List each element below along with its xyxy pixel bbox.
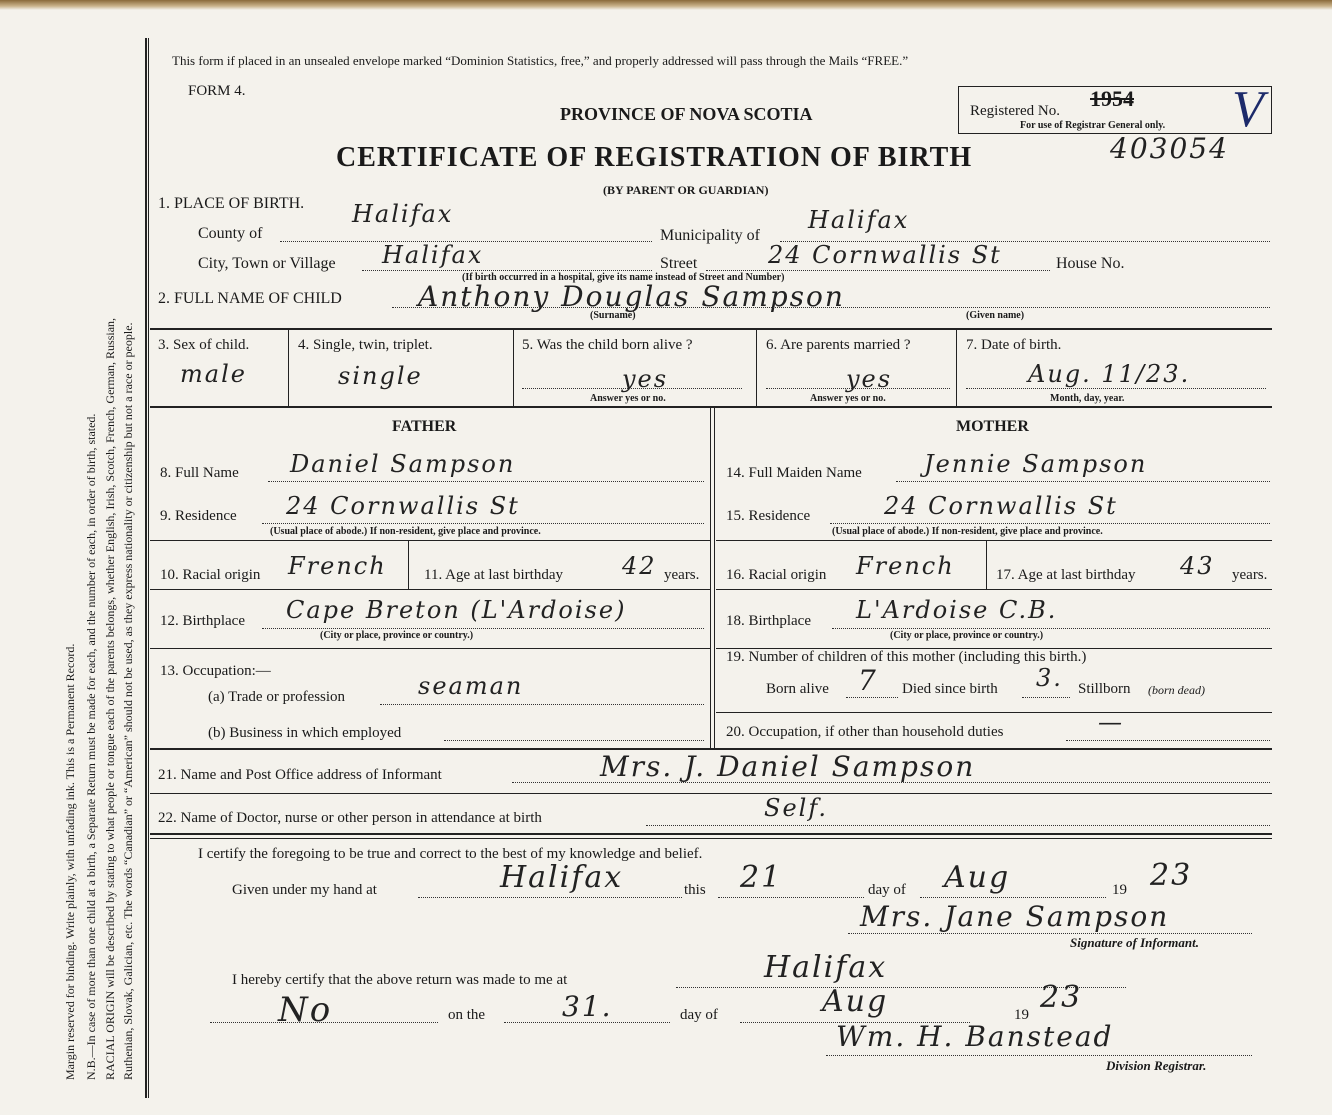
occupation-label: 13. Occupation:— [160,663,271,679]
hospital-note: (If birth occurred in a hospital, give its name instead of Street and Number) [462,272,785,283]
father-divider-3 [150,648,710,649]
date-of-birth-line [966,388,1266,389]
registrar-day-value: 31. [562,990,613,1023]
municipality-value: Halifax [808,206,910,234]
day-of-label: day of [868,882,906,898]
mother-residence-line [830,523,1270,524]
form-left-border-inner [148,38,149,1098]
mother-occupation-line [1066,740,1270,741]
city-label: City, Town or Village [198,255,336,272]
business-label: (b) Business in which employed [208,725,402,741]
certificate-subtitle: (BY PARENT OR GUARDIAN) [603,183,769,197]
born-alive-count-label: Born alive [766,681,829,697]
father-residence-label: 9. Residence [160,508,237,524]
province-heading: PROVINCE OF NOVA SCOTIA [560,104,813,124]
father-age-label: 11. Age at last birthday [424,567,563,583]
given-label: Given under my hand at [232,882,377,898]
sex-label: 3. Sex of child. [158,337,250,353]
row3-sep-4 [956,330,957,406]
born-alive-label: 5. Was the child born alive ? [522,337,693,353]
father-race-label: 10. Racial origin [160,567,261,583]
mother-race-sep [986,541,987,589]
father-residence-value: 24 Cornwallis St [286,492,520,520]
registrar-year-value: 23 [1040,980,1083,1015]
registrar-signature-line [826,1055,1252,1056]
certificate-title: CERTIFICATE OF REGISTRATION OF BIRTH [336,142,973,173]
father-name-value: Daniel Sampson [290,450,516,478]
sidebar-note-2: N.B.—In case of more than one child at a birth, a Separate Return must be made for each, and the number of each, in order of birth, stated. [84,413,98,1080]
mother-race-label: 16. Racial origin [726,567,827,583]
divider-4 [150,793,1272,794]
parents-married-label: 6. Are parents married ? [766,337,911,353]
child-name-label: 2. FULL NAME OF CHILD [158,290,342,307]
mother-birthplace-label: 18. Birthplace [726,613,811,629]
municipality-label: Municipality of [660,227,760,244]
mother-divider-2 [716,589,1272,590]
sex-value: male [180,360,247,388]
mother-years-label: years. [1232,567,1268,583]
given-month-value: Aug [944,860,1011,895]
sidebar-note-4: Ruthenian, Slovak, Galician, etc. The words “Canadian” or “American” should not be used, as they express nationality or citizenship but not a race or people. [121,322,135,1080]
handwritten-number: 403054 [1110,132,1229,165]
registrar-no-value: No [278,990,333,1030]
paper-top-edge [0,0,1332,10]
informant-signature: Mrs. Jane Sampson [860,900,1170,933]
registrar-year-prefix: 19 [1014,1007,1029,1023]
informant-value: Mrs. J. Daniel Sampson [600,750,976,783]
on-the-label: on the [448,1007,486,1023]
registrar-day-line [504,1022,670,1023]
father-birthplace-label: 12. Birthplace [160,613,245,629]
divider-5a [150,833,1272,835]
year-prefix: 19 [1112,882,1127,898]
mother-occupation-value: — [1098,708,1124,736]
sidebar-note-1: Margin reserved for binding. Write plainly, with unfading ink. This is a Permanent Record. [63,643,77,1080]
doctor-label: 22. Name of Doctor, nurse or other person in attendance at birth [158,810,542,826]
given-place-line [418,897,682,898]
born-alive-value: yes [622,365,669,393]
father-birthplace-value: Cape Breton (L'Ardoise) [286,596,627,624]
divider-5b [150,838,1272,839]
informant-signature-label: Signature of Informant. [1070,935,1199,950]
row3-sep-3 [756,330,757,406]
center-divider-b [714,408,715,748]
father-name-line [268,481,704,482]
row3-sep-1 [288,330,289,406]
doctor-value: Self. [764,794,828,822]
mother-residence-value: 24 Cornwallis St [884,492,1118,520]
street-label: Street [660,255,698,272]
business-line [444,740,704,741]
child-name-value: Anthony Douglas Sampson [418,280,845,313]
given-day-line [718,897,864,898]
trade-label: (a) Trade or profession [208,689,346,705]
died-since-birth-value: 3. [1036,664,1063,692]
father-divider-1 [150,540,710,541]
street-value: 24 Cornwallis St [768,241,1002,269]
parents-married-note: Answer yes or no. [810,393,886,404]
died-since-birth-label: Died since birth [902,681,998,697]
stillborn-label: Stillborn [1078,681,1131,697]
died-since-birth-line [1022,697,1070,698]
county-label: County of [198,225,263,242]
registrar-month-value: Aug [822,984,889,1019]
father-residence-line [262,523,704,524]
divider-1 [150,328,1272,330]
mother-city-note: (City or place, province or country.) [890,630,1044,641]
date-of-birth-label: 7. Date of birth. [966,337,1062,353]
city-value: Halifax [382,241,484,269]
surname-label: (Surname) [590,310,636,321]
registered-number: 1954 [1090,86,1134,111]
this-label: this [684,882,706,898]
top-note: This form if placed in an unsealed envelope marked “Dominion Statistics, free,” and properly addressed will pass through the Mails “FREE.” [172,53,909,68]
center-divider-a [710,408,711,748]
informant-signature-line [848,933,1252,934]
father-city-note: (City or place, province or country.) [320,630,474,641]
mother-birthplace-value: L'Ardoise C.B. [856,596,1058,624]
mother-name-label: 14. Full Maiden Name [726,465,862,481]
certify-statement: I certify the foregoing to be true and correct to the best of my knowledge and belief. [198,846,703,862]
trade-value: seaman [418,672,524,700]
house-no-label: House No. [1056,255,1125,272]
mother-residence-label: 15. Residence [726,508,811,524]
stillborn-note: (born dead) [1148,683,1205,697]
registrar-day-of-label: day of [680,1007,718,1023]
father-race-sep [408,541,409,589]
sidebar-note-3: RACIAL ORIGIN will be described by stating to what people or tongue each of the parents belongs, whether English, Irish, Scotch, French, German, Russian, [103,317,117,1080]
mother-age-label: 17. Age at last birthday [996,567,1136,583]
multiple-birth-value: single [338,362,423,390]
trade-line [380,704,704,705]
father-heading: FATHER [392,418,457,435]
father-birthplace-line [262,628,704,629]
given-month-line [920,897,1106,898]
registrar-note: For use of Registrar General only. [1020,120,1166,131]
form-number: FORM 4. [188,83,246,99]
mother-birthplace-line [832,628,1270,629]
informant-line [512,782,1270,783]
father-age-value: 42 [622,552,657,580]
born-alive-count-value: 7 [858,664,878,697]
informant-label: 21. Name and Post Office address of Informant [158,767,442,783]
mother-abode-note: (Usual place of abode.) If non-resident, give place and province. [832,526,1103,537]
city-line [362,270,652,271]
mother-name-value: Jennie Sampson [924,450,1148,478]
street-line [706,270,1050,271]
registrar-statement: I hereby certify that the above return was made to me at [232,972,568,988]
born-alive-count-line [846,697,898,698]
father-abode-note: (Usual place of abode.) If non-resident, give place and province. [270,526,541,537]
mother-occupation-label: 20. Occupation, if other than household duties [726,724,1004,740]
father-years-label: years. [664,567,700,583]
multiple-birth-label: 4. Single, twin, triplet. [298,337,433,353]
born-alive-note: Answer yes or no. [590,393,666,404]
mother-name-line [896,481,1270,482]
date-of-birth-note: Month, day, year. [1050,393,1125,404]
mother-race-value: French [856,552,955,580]
mother-age-value: 43 [1180,552,1215,580]
given-name-label: (Given name) [966,310,1025,321]
registrar-no-line [210,1022,438,1023]
father-name-label: 8. Full Name [160,465,239,481]
mother-heading: MOTHER [956,418,1029,435]
registrar-place-value: Halifax [764,950,888,985]
division-registrar-label: Division Registrar. [1106,1058,1207,1073]
children-count-label: 19. Number of children of this mother (including this birth.) [726,649,1087,665]
child-name-line [392,307,1270,308]
given-day-value: 21 [740,860,783,895]
given-place-value: Halifax [500,860,624,895]
place-of-birth-label: 1. PLACE OF BIRTH. [158,195,305,212]
divider-2 [150,406,1272,408]
place-first-line: Halifax [352,200,454,228]
given-year-value: 23 [1150,858,1193,893]
check-mark: V [1232,81,1264,138]
date-of-birth-value: Aug. 11/23. [1028,360,1191,388]
registered-label: Registered No. [970,103,1060,119]
born-alive-line [522,388,742,389]
doctor-line [646,825,1270,826]
row3-sep-2 [513,330,514,406]
father-race-value: French [288,552,387,580]
registrar-signature: Wm. H. Banstead [836,1020,1114,1053]
mother-divider-4 [716,712,1272,713]
form-left-border [145,38,147,1098]
father-divider-2 [150,589,710,590]
parents-married-line [766,388,950,389]
mother-divider-1 [716,540,1272,541]
parents-married-value: yes [846,365,893,393]
